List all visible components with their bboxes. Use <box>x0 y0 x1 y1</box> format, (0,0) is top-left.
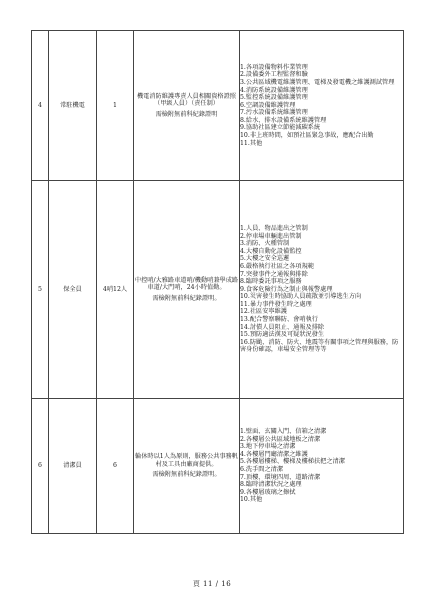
duty-item: 16.防颱、消防、防火、地震等有關事項之管理與服務，防害身份確認，車場安全管理等等 <box>240 338 399 354</box>
duty-item: 8.臨時清潔狀況之處理 <box>240 481 302 489</box>
headcount-cell: 1 <box>97 31 134 181</box>
qualification-cell <box>134 181 240 399</box>
role-cell: 保全員 <box>49 181 97 399</box>
page-number: 頁 11 / 16 <box>192 580 232 588</box>
duty-item: 11.其他 <box>240 139 263 147</box>
qualification-cell <box>134 399 240 534</box>
duty-item: 10.非上班時間，如預社區緊急事故，應配合出勤 <box>240 131 374 139</box>
duty-item: 14.討債人員阻止、通報及排除 <box>240 323 325 331</box>
qualification-text: 中控哨/大雅路車道哨/機動哨兼學成路車道/大門哨，24小時值勤。 <box>134 276 239 292</box>
duty-item: 1.各項設備物料作業管理 <box>240 63 308 71</box>
duty-item: 5.大樓之安全巡邏 <box>240 255 290 263</box>
duty-item: 13.配合警察聯防、會哨執行 <box>240 315 318 323</box>
duty-item: 2.各樓層公共區域地板之清潔 <box>240 435 321 443</box>
table-row <box>32 181 404 399</box>
duties-cell <box>240 181 404 399</box>
duty-item: 3.地下停車場之清潔 <box>240 443 296 451</box>
duties-cell <box>240 399 404 534</box>
duty-item: 4.各樓層門廳清潔之維護 <box>240 450 308 458</box>
headcount-cell: 6 <box>97 399 134 534</box>
duty-item: 2.停車場車輛進出管制 <box>240 232 302 240</box>
duty-list <box>240 64 403 147</box>
headcount-cell: 4哨12人 <box>97 181 134 399</box>
duty-item: 10.災害發生時協助人員疏散並引導逃生方向 <box>240 293 362 301</box>
duty-item: 7.污水設備系統維護管理 <box>240 109 308 117</box>
duty-item: 2.設備委外工程監督和驗 <box>240 71 308 79</box>
duty-item: 15.預防適法漢及可疑狀況發生 <box>240 331 325 339</box>
duty-item: 9.食客危險行為之制止與報警處理 <box>240 285 333 293</box>
duty-item: 8.給水、排水設備系統維護管理 <box>240 116 327 124</box>
duty-item: 9.協助社區建立節能減碳系統 <box>240 124 321 132</box>
duty-item: 12.社區安寧維護 <box>240 308 287 316</box>
qualification-note: 需檢附無前科紀錄證明 <box>155 110 218 118</box>
qualification-text: 輪休時以1人為原則，服務公共事務帆村及工具由廠商提供。 <box>135 453 238 468</box>
qualification-cell <box>134 31 240 181</box>
duty-item: 5.各樓層樓梯、樓梯及樓梯扶把之清潔 <box>240 458 345 466</box>
duty-item: 11.暴力事件發生時之處理 <box>240 300 312 308</box>
table-row <box>32 31 404 181</box>
duty-item: 1.人員、物品進出之管制 <box>240 225 308 233</box>
duty-item: 3.公共區域機電維護管理、電梯及發電機之維護測試管理 <box>240 79 395 87</box>
duty-item: 6.嚴格執行社區之各項規範 <box>240 263 314 271</box>
role-cell: 常駐機電 <box>49 31 97 181</box>
duty-item: 6.洗手間之清潔 <box>240 466 284 473</box>
duty-item: 6.空調設備維護管理 <box>240 101 296 109</box>
table-row <box>32 399 404 534</box>
duty-item: 4.大樓自動化設備監控 <box>240 247 302 255</box>
duty-item: 7.突發事件之通報與排除 <box>240 270 308 278</box>
duty-item: 9.各樓層玻璃之擦拭 <box>240 488 296 496</box>
duty-item: 10.其他 <box>240 496 263 504</box>
duty-item: 3.消防、火種管制 <box>240 240 290 248</box>
qualification-note: 需檢附無前科紀錄證明。 <box>152 294 221 302</box>
qualification-note: 需檢附無前科紀錄證明。 <box>152 471 221 479</box>
duty-item: 5.監控系統設備維護管理 <box>240 94 308 102</box>
duty-list <box>240 225 403 354</box>
row-number: 4 <box>32 31 49 181</box>
duties-cell <box>240 31 404 181</box>
role-cell: 清潔員 <box>49 399 97 534</box>
duty-item: 7.頂樓、環境四周、道路清潔 <box>240 473 321 481</box>
duty-item: 8.臨時委託事項之服務 <box>240 278 302 286</box>
duty-item: 4.消防系統設備維護管理 <box>240 86 308 94</box>
duty-list <box>240 428 403 504</box>
row-number: 5 <box>32 181 49 399</box>
duty-item: 1.壁面、玄關入門、信箱之清潔 <box>240 428 327 436</box>
staffing-table <box>31 30 404 534</box>
qualification-text: 機電消防維護專責人員相關資格證照（甲級人員）（責任制） <box>137 92 236 108</box>
row-number: 6 <box>32 399 49 534</box>
